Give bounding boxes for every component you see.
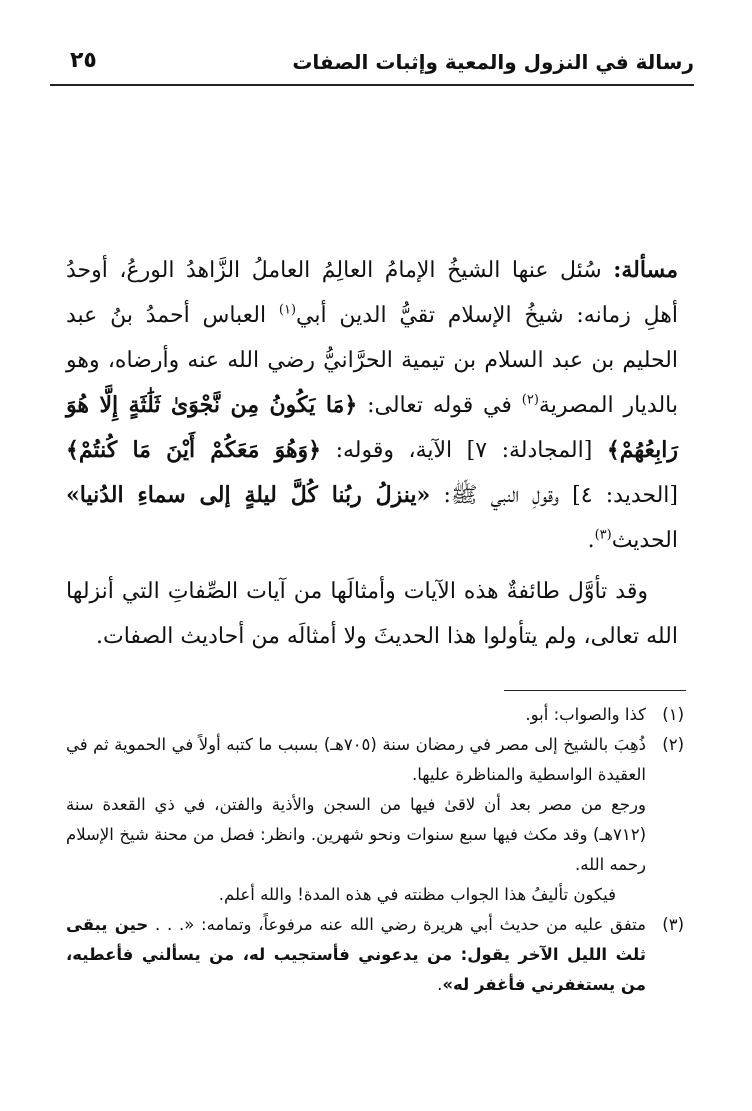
footnote-text: كذا والصواب: أبو. xyxy=(525,705,646,724)
footnote-number: (٣) xyxy=(662,915,684,934)
footnote-1 xyxy=(66,700,684,730)
footnote-hadith-text: حين يبقى ثلث الليل الآخر يقول: من يدعوني فأستجيب له، من يسألني فأعطيه، من يستغفرني فأغفر له» xyxy=(66,915,646,994)
paragraph-question xyxy=(66,248,678,563)
quran-ref-2: [الحديد: ٤] xyxy=(572,483,678,508)
footnote-text: فيكون تأليفُ هذا الجواب مظنته في هذه المدة! والله أعلم. xyxy=(218,885,616,904)
quran-ref-1: [المجادلة: ٧] xyxy=(466,438,593,463)
footnote-number: (١) xyxy=(662,705,684,724)
footnote-ref-3: (٣) xyxy=(594,527,612,543)
footnote-end: . xyxy=(437,975,443,994)
footnote-ref-2: (٢) xyxy=(521,392,539,408)
quran-verse-2: ﴿وَهُوَ مَعَكُمْ أَيْنَ مَا كُنتُمْ﴾ xyxy=(66,437,322,463)
question-text-6: الحديث xyxy=(611,528,678,553)
paragraph-interpretation: وقد تأوَّل طائفةٌ هذه الآيات وأمثالَها من آيات الصِّفاتِ التي أنزلها الله تعالى، ولم يتأولوا هذا الحديثَ ولا أمثالَه من أحاديث الصفات. xyxy=(66,579,678,649)
question-text-1: سُئل عنها الشيخُ الإمامُ العالِمُ العاملُ الزَّاهدُ الورعُ، أوحدُ أهلِ زمانه: شيخُ الإسلام تقيُّ الدين أبي xyxy=(66,258,678,328)
footnote-divider xyxy=(504,690,686,691)
running-title: رسالة في النزول والمعية وإثبات الصفات xyxy=(292,50,694,74)
main-text xyxy=(66,248,678,659)
footnote-3 xyxy=(66,910,684,1000)
page-header xyxy=(50,44,694,86)
footnote-text: ورجع من مصر بعد أن لاقىٰ فيها من السجن والأذية والفتن، في ذي القعدة سنة (٧١٢هـ) وقد مكث فيها سبع سنوات ونحو شهرين. وانظر: فصل من محنة شيخ الإسلام رحمه الله. xyxy=(66,795,646,874)
question-end: . xyxy=(587,528,595,553)
question-label: مسألة: xyxy=(613,257,678,283)
question-text-2: العباس أحمدُ بنُ عبد الحليم بن عبد السلام بن تيمية الحرَّانيُّ رضي الله عنه وأرضاه، وهو بالديار المصرية xyxy=(66,303,678,418)
question-text-4: الآية، وقوله: xyxy=(335,438,453,463)
footnote-number: (٢) xyxy=(662,735,684,754)
footnote-text xyxy=(66,910,646,1000)
quran-verse-1: ﴿مَا يَكُونُ مِن نَّجْوَىٰ ثَلَٰثَةٍ إِلَّا هُوَ رَابِعُهُمْ﴾ xyxy=(66,392,678,463)
footnote-text-plain: متفق عليه من حديث أبي هريرة رضي الله عنه مرفوعاً، وتمامه: «. . . xyxy=(154,915,646,934)
question-text-5: وقولِ النبي ﷺ: xyxy=(443,483,559,508)
footnote-ref-1: (١) xyxy=(278,302,297,318)
footnotes xyxy=(66,700,684,1000)
page-number: ٢٥ xyxy=(70,48,97,73)
footnote-text: ذُهِبَ بالشيخ إلى مصر في رمضان سنة (٧٠٥هـ) بسبب ما كتبه أولاً في الحموية ثم في العقيدة الواسطية والمناظرة عليها. xyxy=(66,735,646,784)
question-text-3: في قوله تعالى: xyxy=(367,393,512,418)
hadith-quote: «ينزلُ ربُنا كُلَّ ليلةٍ إلى سماءِ الدُنيا» xyxy=(66,482,431,508)
footnote-2 xyxy=(66,730,684,910)
